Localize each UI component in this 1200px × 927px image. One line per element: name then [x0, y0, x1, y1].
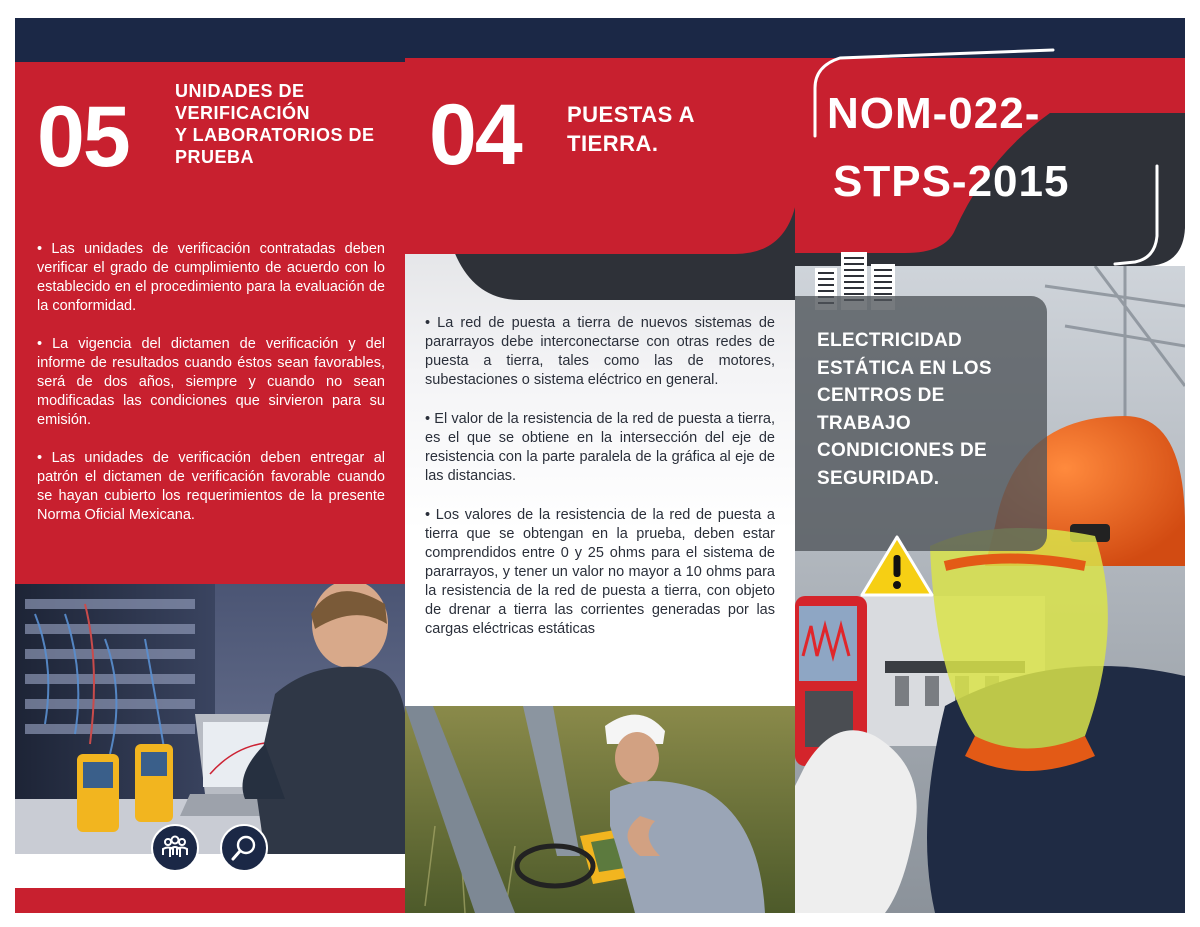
subtitle-line: CENTROS DE [817, 385, 945, 406]
subtitle-line: ESTÁTICA EN LOS [817, 357, 992, 379]
bullet-list [37, 240, 385, 544]
heading-line: PRUEBA [175, 147, 255, 167]
subtitle-line: SEGURIDAD. [817, 467, 940, 489]
section-number: 05 [37, 89, 129, 185]
heading-line: UNIDADES DE [175, 81, 305, 101]
norm-title-line-1: NOM-022- [827, 89, 1041, 138]
heading-line: TIERRA. [567, 131, 659, 156]
bullet-item: • El valor de la resistencia de la red de puesta a tierra, es el que se obtiene en la intersección del eje de resistencia con la parte paralela de la gráfica al eje de las distancias. [425, 411, 775, 484]
group-people-glyph [160, 835, 190, 861]
heading-line: VERIFICACIÓN [175, 103, 311, 123]
top-band [15, 18, 406, 62]
panel-left [15, 18, 406, 913]
section-heading [175, 80, 395, 168]
panel-right [795, 18, 1185, 913]
subtitle [817, 327, 1037, 492]
norm-title-line-2: STPS-2015 [833, 157, 1070, 206]
subtitle-line: CONDICIONES DE [817, 440, 987, 461]
panel-middle [405, 18, 796, 913]
bullet-item: • Los valores de la resistencia de la red de puesta a tierra que se obtengan en la prueba, deben estar comprendidos entre 0 y 25 ohms para el sistema de pararrayos, y tener un valor no mayor a 10 ohms para la resistencia de la red de puesta a tierra, con objeto de drenar a tierra las corrientes generadas por las cargas eléctricas estáticas [425, 507, 775, 637]
group-people-icon [151, 824, 199, 872]
field-worker-photo [405, 706, 796, 913]
bullet-item: • La vigencia del dictamen de verificación y del informe de resultados cuando éstos sean favorables, será de dos años, siempre y cuando no sean modificadas las condiciones que sirvieron para su emisión. [37, 336, 385, 428]
warning-icon [859, 533, 935, 599]
subtitle-line: ELECTRICIDAD [817, 330, 963, 351]
technician-illustration [15, 584, 406, 854]
subtitle-line: TRABAJO [817, 412, 911, 434]
heading-line: Y LABORATORIOS DE [175, 125, 375, 145]
magnifier-glyph [230, 834, 258, 862]
bullet-list [425, 314, 775, 659]
bottom-band [15, 888, 406, 913]
section-heading [567, 100, 767, 158]
field-worker-illustration [405, 706, 796, 913]
magnifier-icon [220, 824, 268, 872]
heading-line: PUESTAS A [567, 102, 695, 127]
technician-photo [15, 584, 406, 854]
header-shapes [795, 18, 1185, 288]
bullet-item: • Las unidades de verificación deben entregar al patrón el dictamen de verificación favorable cuando se hayan cubierto los requerimientos de la presente Norma Oficial Mexicana. [37, 450, 385, 523]
bullet-item: • La red de puesta a tierra de nuevos sistemas de pararrayos debe interconectarse con otras redes de puesta a tierra, tales como las de motores, subestaciones o sistema eléctrico en general. [425, 315, 775, 388]
bullet-item: • Las unidades de verificación contratadas deben verificar el grado de cumplimiento de acuerdo con lo establecido en el procedimiento para la evaluación de la conformidad. [37, 241, 385, 314]
section-number: 04 [429, 87, 521, 183]
